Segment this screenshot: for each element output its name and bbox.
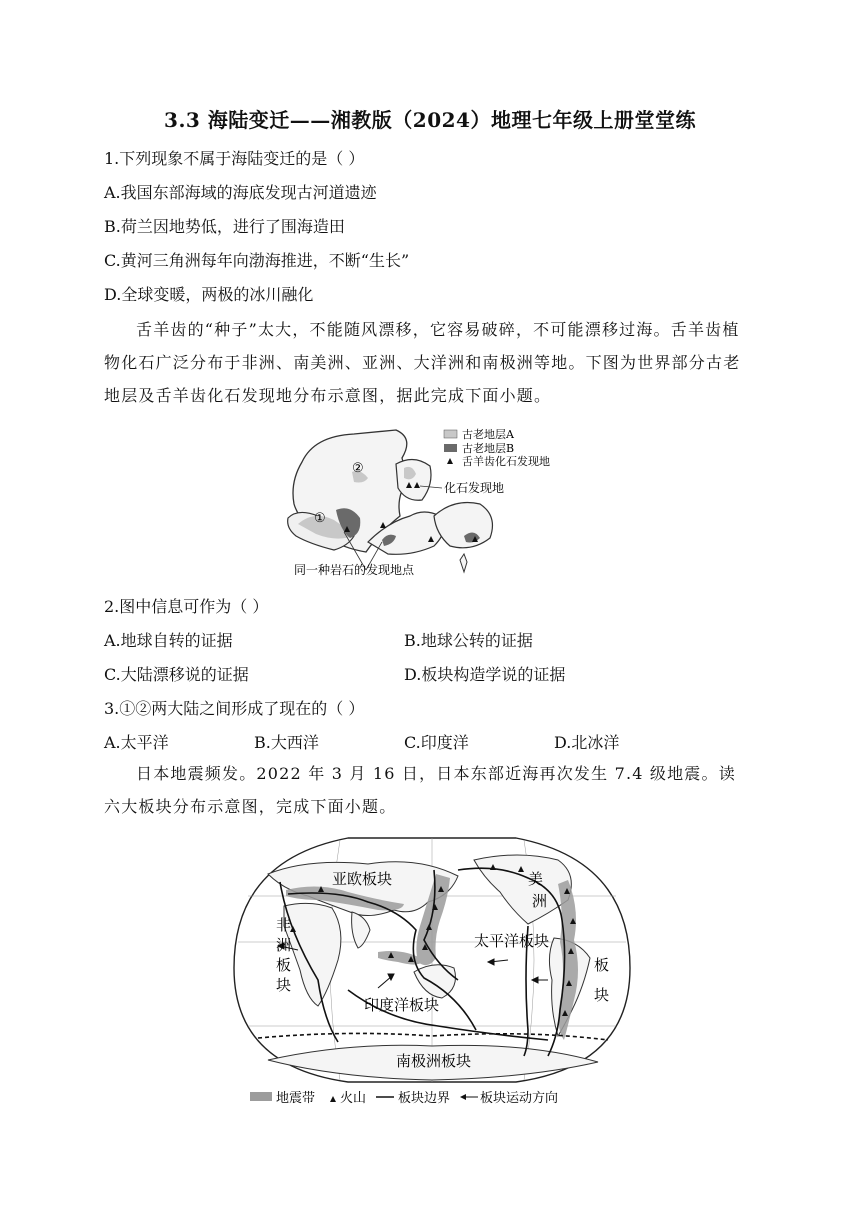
question-1-option-a: A.我国东部海域的海底发现古河道遗迹 bbox=[104, 183, 377, 202]
plate-label-american-4: 块 bbox=[594, 986, 610, 1004]
question-2-option-b: B.地球公转的证据 bbox=[404, 631, 533, 650]
question-3-option-d: D.北冰洋 bbox=[554, 733, 620, 752]
passage-earthquake: 日本地震频发。2022 年 3 月 16 日，日本东部近海再次发生 7.4 级地震。读六大板块分布示意图，完成下面小题。 bbox=[104, 764, 736, 816]
question-1-option-b: B.荷兰因地势低，进行了围海造田 bbox=[104, 217, 345, 236]
passage-fossil: 舌羊齿的“种子”太大，不能随风漂移，它容易破碎，不可能漂移过海。舌羊齿植物化石广泛分布于非洲、南美洲、亚洲、大洋洲和南极洲等地。下图为世界部分古老地层及舌羊齿化石发现地分布示意图，据此完成下面小题。 bbox=[104, 320, 741, 405]
legend-volcano-icon bbox=[330, 1096, 336, 1102]
page-title: 3.3 海陆变迁——湘教版（2024）地理七年级上册堂堂练 bbox=[164, 108, 696, 132]
question-1-option-d: D.全球变暖，两极的冰川融化 bbox=[104, 285, 314, 304]
question-3-option-c: C.印度洋 bbox=[404, 733, 469, 752]
plate-label-antarctic: 南极洲板块 bbox=[396, 1052, 472, 1070]
plate-label-eurasian: 亚欧板块 bbox=[332, 870, 393, 888]
legend-boundary: 板块边界 bbox=[398, 1091, 451, 1106]
question-3-option-a: A.太平洋 bbox=[104, 733, 169, 752]
plate-label-african-4: 块 bbox=[276, 976, 292, 994]
legend-volcano: 火山 bbox=[340, 1091, 367, 1106]
plate-label-african-3: 板 bbox=[276, 956, 292, 974]
island-outline bbox=[460, 554, 467, 572]
plate-label-african-1: 非 bbox=[276, 916, 292, 934]
question-2-option-a: A.地球自转的证据 bbox=[104, 631, 233, 650]
six-plates-map bbox=[228, 830, 636, 1112]
legend-direction: 板块运动方向 bbox=[480, 1091, 559, 1106]
plate-label-american-1: 美 bbox=[528, 870, 544, 888]
question-3-stem: 3.①②两大陆之间形成了现在的（ ） bbox=[104, 699, 365, 718]
rock-site-label: 同一种岩石的发现地点 bbox=[294, 563, 415, 577]
plate-label-american-3: 板 bbox=[594, 956, 610, 974]
legend-arrow-icon bbox=[460, 1094, 466, 1100]
question-2-stem: 2.图中信息可作为（ ） bbox=[104, 597, 269, 616]
question-2-option-d: D.板块构造学说的证据 bbox=[404, 665, 566, 684]
continent-mark-2: ② bbox=[352, 461, 364, 476]
plate-label-pacific: 太平洋板块 bbox=[474, 932, 550, 950]
continent-outline-australia bbox=[434, 503, 492, 548]
continent-mark-1: ① bbox=[314, 511, 326, 526]
legend-stratum-a: 古老地层A bbox=[462, 428, 514, 441]
question-2-option-c: C.大陆漂移说的证据 bbox=[104, 665, 249, 684]
legend-stratum-b: 古老地层B bbox=[462, 442, 515, 455]
gondwana-fossil-map bbox=[284, 424, 584, 578]
question-3-option-b: B.大西洋 bbox=[254, 733, 319, 752]
plate-label-american-2: 洲 bbox=[532, 892, 548, 910]
plate-label-african-2: 洲 bbox=[276, 936, 292, 954]
legend-quake-belt: 地震带 bbox=[276, 1091, 316, 1106]
question-1-stem: 1.下列现象不属于海陆变迁的是（ ） bbox=[104, 149, 365, 168]
question-1-option-c: C.黄河三角洲每年向渤海推进，不断“生长” bbox=[104, 251, 410, 270]
plate-label-indian: 印度洋板块 bbox=[364, 996, 440, 1014]
fossil-site-label: 化石发现地 bbox=[444, 481, 505, 495]
legend-fossil-icon bbox=[447, 458, 453, 464]
legend-fossil: 舌羊齿化石发现地 bbox=[462, 455, 550, 468]
